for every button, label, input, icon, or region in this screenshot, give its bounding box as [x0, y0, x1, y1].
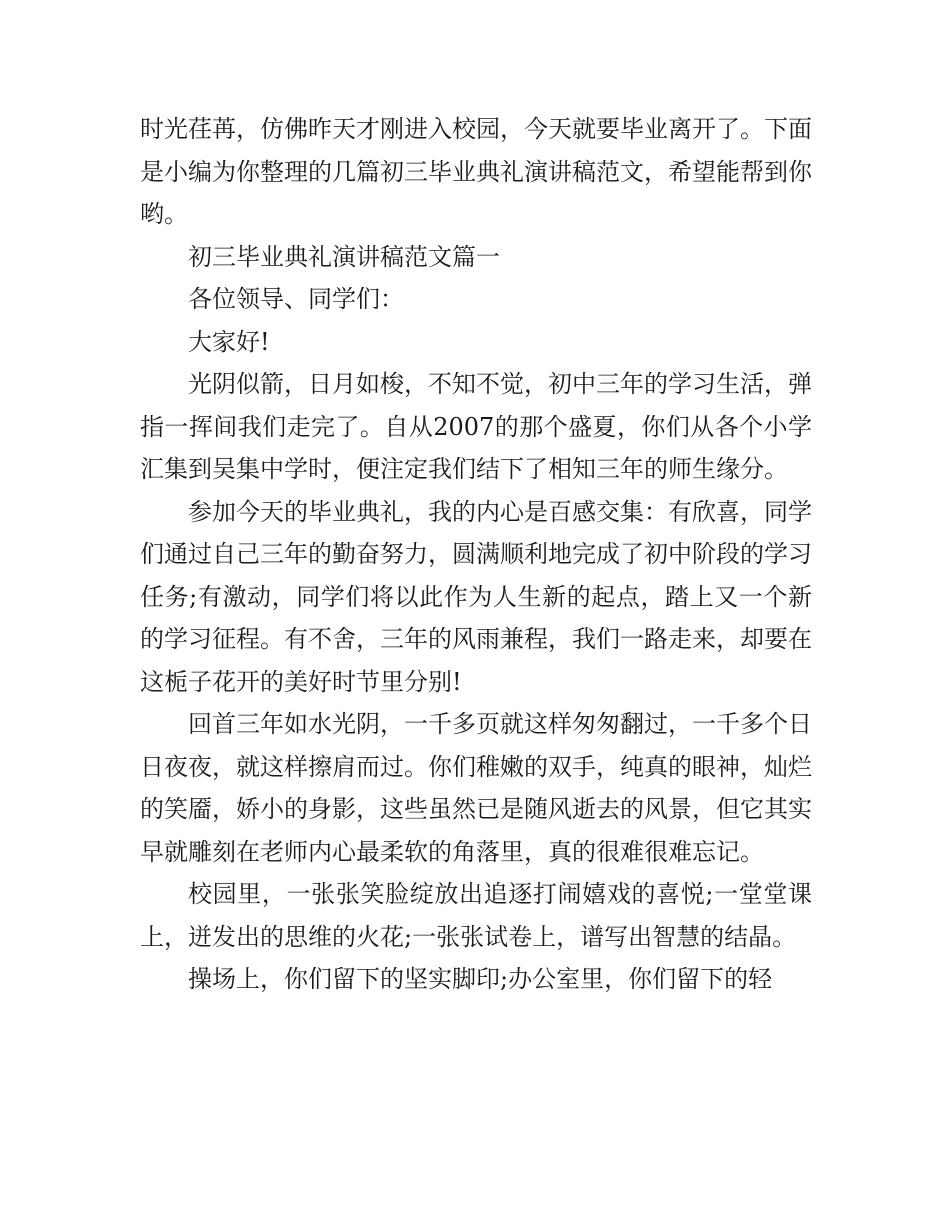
body-paragraph: 校园里，一张张笑脸绽放出追逐打闹嬉戏的喜悦;一堂堂课上，迸发出的思维的火花;一张张试卷上，谱写出智慧的结晶。 [140, 880, 812, 951]
body-paragraph: 操场上，你们留下的坚实脚印;办公室里，你们留下的轻 [188, 965, 773, 993]
intro-paragraph: 时光荏苒，仿佛昨天才刚进入校园，今天就要毕业离开了。下面是小编为你整理的几篇初三毕业典礼演讲稿范文，希望能帮到你哟。 [140, 115, 812, 228]
body-paragraph: 光阴似箭，日月如梭，不知不觉，初中三年的学习生活，弹指一挥间我们走完了。自从2007的那个盛夏，你们从各个小学汇集到吴集中学时，便注定我们结下了相知三年的师生缘分。 [140, 370, 812, 483]
salutation: 各位领导、同学们： [188, 285, 404, 313]
greeting: 大家好! [188, 327, 270, 356]
body-paragraph: 回首三年如水光阴，一千多页就这样匆匆翻过，一千多个日日夜夜，就这样擦肩而过。你们稚嫩的双手，纯真的眼神，灿烂的笑靥，娇小的身影，这些虽然已是随风逝去的风景，但它其实早就雕刻在老师内心最柔软的角落里，真的很难很难忘记。 [140, 710, 812, 866]
speech-title: 初三毕业典礼演讲稿范文篇一 [188, 242, 500, 271]
body-paragraph: 参加今天的毕业典礼，我的内心是百感交集：有欣喜，同学们通过自己三年的勤奋努力，圆满顺利地完成了初中阶段的学习任务;有激动，同学们将以此作为人生新的起点，踏上又一个新的学习征程。有不舍，三年的风雨兼程，我们一路走来，却要在这栀子花开的美好时节里分别! [140, 497, 812, 696]
document-body [140, 108, 812, 1001]
